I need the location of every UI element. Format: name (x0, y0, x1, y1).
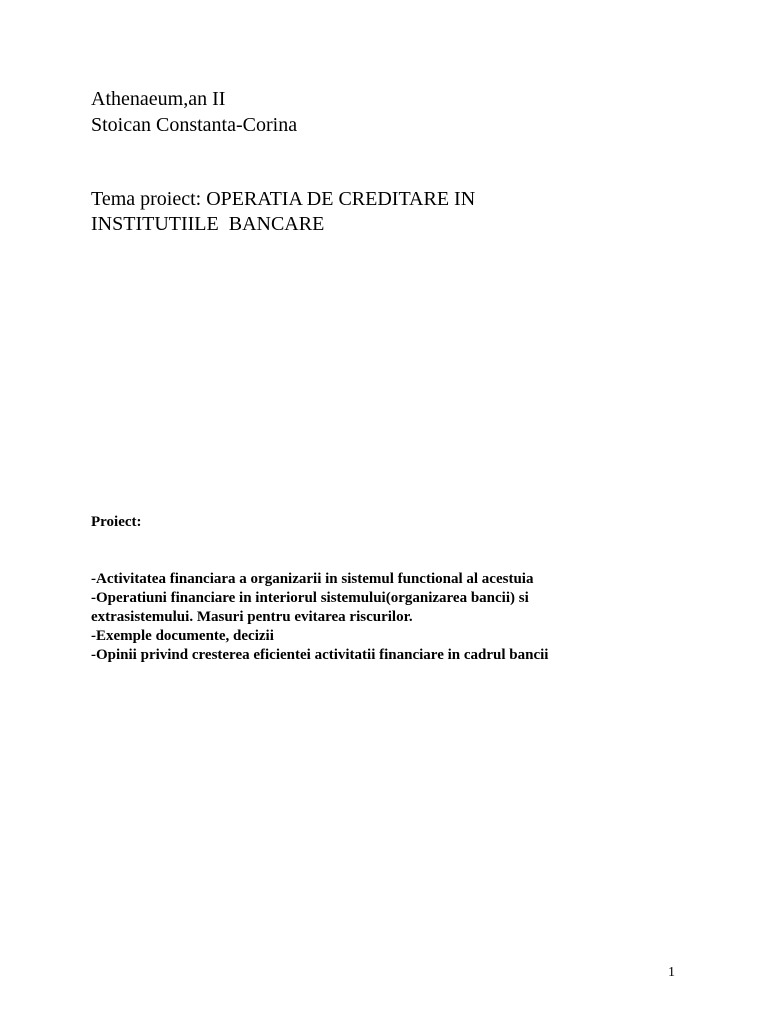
project-item-line: -Activitatea financiara a organizarii in sistemul functional al acestuia (91, 571, 534, 587)
project-item-line: -Operatiuni financiare in interiorul sistemului(organizarea bancii) si (91, 590, 529, 606)
topic-label: Tema proiect: (91, 188, 207, 210)
topic-line-1 (91, 187, 691, 212)
project-label: Proiect: (91, 514, 142, 530)
institution-line: Athenaeum,an II (91, 88, 226, 110)
topic-title-part-1: OPERATIA DE CREDITARE IN (206, 188, 476, 210)
project-item-line: -Exemple documente, decizii (91, 628, 274, 644)
topic-title-part-2: INSTITUTIILE BANCARE (91, 213, 325, 235)
project-item-line: -Opinii privind cresterea eficientei activitatii financiare in cadrul bancii (91, 647, 549, 663)
header-block (91, 86, 297, 138)
page-number: 1 (668, 965, 675, 980)
project-items (91, 570, 691, 665)
author-line: Stoican Constanta-Corina (91, 114, 298, 136)
project-item-line: extrasistemului. Masuri pentru evitarea riscurilor. (91, 609, 413, 625)
project-topic (91, 187, 691, 237)
